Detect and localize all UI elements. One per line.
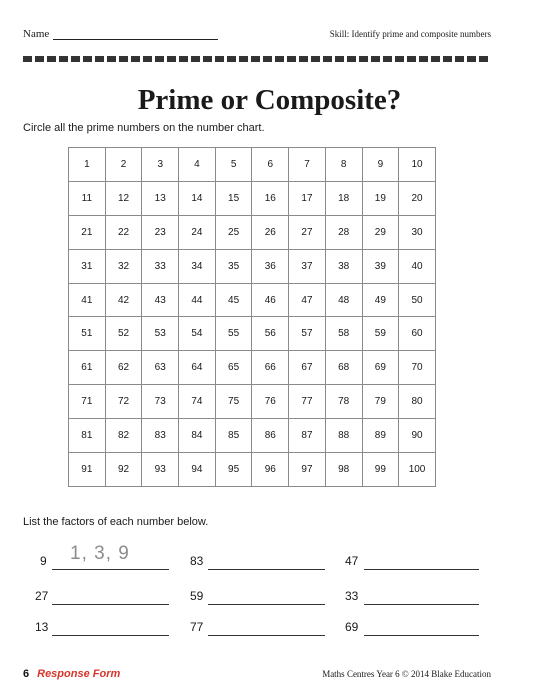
footer-credit: Maths Centres Year 6 © 2014 Blake Education [322, 669, 491, 679]
chart-cell[interactable]: 4 [179, 148, 216, 182]
chart-cell[interactable]: 21 [69, 215, 106, 249]
chart-cell[interactable]: 100 [399, 453, 436, 487]
factor-answer-line[interactable] [208, 634, 325, 636]
chart-cell[interactable]: 27 [289, 215, 326, 249]
chart-cell[interactable]: 72 [105, 385, 142, 419]
factors-instruction: List the factors of each number below. [23, 516, 209, 528]
footer-label [23, 668, 120, 680]
chart-row [69, 453, 436, 487]
chart-cell[interactable]: 10 [399, 148, 436, 182]
chart-cell[interactable]: 74 [179, 385, 216, 419]
chart-cell[interactable]: 84 [179, 419, 216, 453]
chart-cell[interactable]: 65 [215, 351, 252, 385]
chart-cell[interactable]: 59 [362, 317, 399, 351]
chart-cell[interactable]: 12 [105, 181, 142, 215]
chart-cell[interactable]: 5 [215, 148, 252, 182]
chart-cell[interactable]: 61 [69, 351, 106, 385]
chart-cell[interactable]: 28 [325, 215, 362, 249]
chart-cell[interactable]: 6 [252, 148, 289, 182]
chart-row [69, 385, 436, 419]
chart-cell[interactable]: 20 [399, 181, 436, 215]
chart-cell[interactable]: 33 [142, 249, 179, 283]
chart-cell[interactable]: 18 [325, 181, 362, 215]
chart-cell[interactable]: 53 [142, 317, 179, 351]
page-title: Prime or Composite? [137, 84, 402, 116]
chart-cell[interactable]: 8 [325, 148, 362, 182]
chart-cell[interactable]: 42 [105, 283, 142, 317]
chart-cell[interactable]: 82 [105, 419, 142, 453]
chart-cell[interactable]: 71 [69, 385, 106, 419]
chart-cell[interactable]: 32 [105, 249, 142, 283]
chart-cell[interactable]: 3 [142, 148, 179, 182]
chart-instruction: Circle all the prime numbers on the number chart. [23, 122, 265, 134]
chart-cell[interactable]: 40 [399, 249, 436, 283]
chart-cell[interactable]: 19 [362, 181, 399, 215]
factor-number: 13 [35, 620, 49, 634]
factor-number: 83 [190, 554, 204, 568]
chart-cell[interactable]: 34 [179, 249, 216, 283]
chart-row [69, 283, 436, 317]
chart-cell[interactable]: 43 [142, 283, 179, 317]
chart-cell[interactable]: 64 [179, 351, 216, 385]
chart-cell[interactable]: 48 [325, 283, 362, 317]
chart-cell[interactable]: 92 [105, 453, 142, 487]
factor-answer-line[interactable] [52, 634, 169, 636]
chart-cell[interactable]: 83 [142, 419, 179, 453]
chart-cell[interactable]: 11 [69, 181, 106, 215]
chart-cell[interactable]: 7 [289, 148, 326, 182]
chart-cell[interactable]: 79 [362, 385, 399, 419]
chart-row [69, 181, 436, 215]
page-number: 6 [23, 668, 30, 680]
chart-cell[interactable]: 50 [399, 283, 436, 317]
chart-cell[interactable]: 45 [215, 283, 252, 317]
chart-cell[interactable]: 75 [215, 385, 252, 419]
chart-cell[interactable]: 52 [105, 317, 142, 351]
chart-cell[interactable]: 76 [252, 385, 289, 419]
factor-answer-line[interactable] [208, 603, 325, 605]
chart-cell[interactable]: 73 [142, 385, 179, 419]
chart-cell[interactable]: 57 [289, 317, 326, 351]
chart-cell[interactable]: 87 [289, 419, 326, 453]
chart-row [69, 215, 436, 249]
chart-cell[interactable]: 44 [179, 283, 216, 317]
chart-cell[interactable]: 24 [179, 215, 216, 249]
chart-cell[interactable]: 66 [252, 351, 289, 385]
number-chart [68, 147, 436, 487]
chart-cell[interactable]: 89 [362, 419, 399, 453]
handwritten-answer: 1, 3, 9 [70, 543, 130, 564]
factor-number: 9 [40, 554, 47, 568]
chart-row [69, 317, 436, 351]
name-line[interactable] [53, 29, 218, 40]
chart-row [69, 351, 436, 385]
chart-cell[interactable]: 22 [105, 215, 142, 249]
chart-cell[interactable]: 14 [179, 181, 216, 215]
chart-cell[interactable]: 16 [252, 181, 289, 215]
chart-cell[interactable]: 39 [362, 249, 399, 283]
chart-cell[interactable]: 1 [69, 148, 106, 182]
chart-cell[interactable]: 55 [215, 317, 252, 351]
chart-cell[interactable]: 13 [142, 181, 179, 215]
chart-cell[interactable]: 54 [179, 317, 216, 351]
chart-row [69, 148, 436, 182]
chart-cell[interactable]: 31 [69, 249, 106, 283]
chart-cell[interactable]: 37 [289, 249, 326, 283]
chart-cell[interactable]: 63 [142, 351, 179, 385]
chart-cell[interactable]: 78 [325, 385, 362, 419]
chart-cell[interactable]: 29 [362, 215, 399, 249]
chart-cell[interactable]: 97 [289, 453, 326, 487]
factor-answer-line[interactable] [364, 568, 479, 570]
chart-cell[interactable]: 80 [399, 385, 436, 419]
chart-cell[interactable]: 94 [179, 453, 216, 487]
skill-label: Skill: Identify prime and composite numbers [329, 29, 491, 39]
response-form-label: Response Form [37, 668, 121, 680]
chart-cell[interactable]: 25 [215, 215, 252, 249]
chart-cell[interactable]: 56 [252, 317, 289, 351]
chart-cell[interactable]: 90 [399, 419, 436, 453]
factor-number: 47 [345, 554, 359, 568]
chart-cell[interactable]: 68 [325, 351, 362, 385]
name-label: Name [23, 28, 50, 40]
chart-cell[interactable]: 99 [362, 453, 399, 487]
chart-cell[interactable]: 15 [215, 181, 252, 215]
chart-cell[interactable]: 69 [362, 351, 399, 385]
chart-cell[interactable]: 41 [69, 283, 106, 317]
chart-cell[interactable]: 2 [105, 148, 142, 182]
chart-cell[interactable]: 95 [215, 453, 252, 487]
factor-answer-line[interactable] [208, 568, 325, 570]
chart-cell[interactable]: 93 [142, 453, 179, 487]
factor-answer-line[interactable] [364, 603, 479, 605]
chart-row [69, 419, 436, 453]
chart-cell[interactable]: 60 [399, 317, 436, 351]
chart-cell[interactable]: 46 [252, 283, 289, 317]
factor-answer-line[interactable] [52, 603, 169, 605]
chart-cell[interactable]: 35 [215, 249, 252, 283]
factor-answer-line[interactable] [52, 568, 169, 570]
chart-cell[interactable]: 62 [105, 351, 142, 385]
chart-cell[interactable]: 67 [289, 351, 326, 385]
chart-cell[interactable]: 30 [399, 215, 436, 249]
factor-number: 69 [345, 620, 359, 634]
chart-cell[interactable]: 17 [289, 181, 326, 215]
chart-cell[interactable]: 96 [252, 453, 289, 487]
chart-cell[interactable]: 88 [325, 419, 362, 453]
chart-cell[interactable]: 23 [142, 215, 179, 249]
chart-cell[interactable]: 49 [362, 283, 399, 317]
factor-number: 77 [190, 620, 204, 634]
chart-cell[interactable]: 77 [289, 385, 326, 419]
name-field[interactable] [23, 28, 218, 40]
chart-cell[interactable]: 51 [69, 317, 106, 351]
header-divider [23, 56, 491, 62]
chart-cell[interactable]: 26 [252, 215, 289, 249]
factor-number: 59 [190, 589, 204, 603]
chart-cell[interactable]: 9 [362, 148, 399, 182]
factor-answer-line[interactable] [364, 634, 479, 636]
chart-cell[interactable]: 91 [69, 453, 106, 487]
chart-row [69, 249, 436, 283]
chart-cell[interactable]: 70 [399, 351, 436, 385]
chart-cell[interactable]: 58 [325, 317, 362, 351]
chart-cell[interactable]: 86 [252, 419, 289, 453]
chart-cell[interactable]: 85 [215, 419, 252, 453]
chart-cell[interactable]: 36 [252, 249, 289, 283]
chart-cell[interactable]: 38 [325, 249, 362, 283]
factor-number: 33 [345, 589, 359, 603]
chart-cell[interactable]: 98 [325, 453, 362, 487]
chart-cell[interactable]: 47 [289, 283, 326, 317]
factor-number: 27 [35, 589, 49, 603]
chart-cell[interactable]: 81 [69, 419, 106, 453]
